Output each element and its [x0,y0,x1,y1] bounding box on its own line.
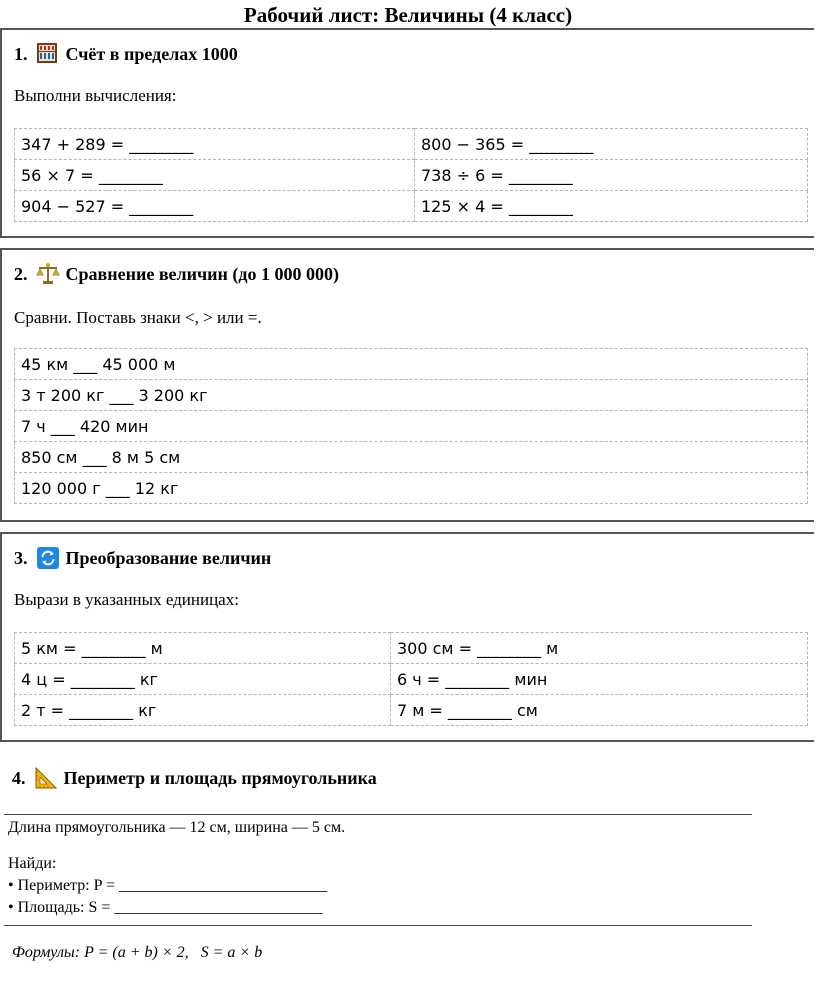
section-number: 4. [12,767,26,788]
exercise-cell: 300 см = ________ м [391,633,808,664]
formula-text: P = (a + b) × 2, S = a × b [80,944,263,961]
exercise-cell: 3 т 200 кг ___ 3 200 кг [15,380,808,411]
section-number: 3. [14,547,28,568]
task-line: Найди: [8,855,57,872]
exercise-cell: 4 ц = ________ кг [15,664,391,695]
page-title: Рабочий лист: Величины (4 класс) [243,3,573,27]
table-row [15,633,808,664]
task-line: Длина прямоугольника — 12 см, ширина — 5 см. [8,819,346,836]
task-line: • Периметр: P = __________________________ [8,877,328,894]
spacer [8,839,748,853]
section-number: 1. [14,43,28,64]
table-row [15,191,808,222]
exercise-cell: 56 × 7 = ________ [15,160,415,191]
table-row [15,380,808,411]
exercise-cell: 125 × 4 = ________ [415,191,808,222]
exercise-table [14,632,808,726]
convert-arrows-icon [36,546,60,570]
exercise-cell: 347 + 289 = ________ [15,129,415,160]
exercise-table [14,348,808,504]
exercise-cell: 45 км ___ 45 000 м [15,349,808,380]
section-instruction: Выполни вычисления: [14,86,177,105]
section-conversion [0,532,814,742]
section-heading [14,262,339,286]
exercise-cell: 6 ч = ________ мин [391,664,808,695]
section-number: 2. [14,263,28,284]
section-instruction: Сравни. Поставь знаки <, > или =. [14,308,262,327]
section-counting [0,28,814,238]
exercise-cell: 850 см ___ 8 м 5 см [15,442,808,473]
section-heading [14,546,271,570]
table-row [15,695,808,726]
section-comparison [0,248,814,522]
exercise-cell: 7 ч ___ 420 мин [15,411,808,442]
abacus-icon [36,42,60,66]
table-row [15,160,808,191]
section-title: Преобразование величин [65,547,272,568]
section-title: Счёт в пределах 1000 [65,43,238,64]
table-row [15,349,808,380]
exercise-cell: 800 − 365 = ________ [415,129,808,160]
task-box [4,814,752,926]
section-instruction: Вырази в указанных единицах: [14,590,239,609]
table-row [15,442,808,473]
table-row [15,473,808,504]
section-heading [12,766,377,790]
table-row [15,411,808,442]
exercise-cell: 2 т = ________ кг [15,695,391,726]
task-line: • Площадь: S = __________________________ [8,899,323,916]
exercise-cell: 904 − 527 = ________ [15,191,415,222]
table-row [15,129,808,160]
exercise-table [14,128,808,222]
formula-label: Формулы: [12,944,81,961]
formula-note [12,944,262,962]
section-heading [14,42,238,66]
section-title: Сравнение величин (до 1 000 000) [65,263,339,284]
exercise-cell: 5 км = ________ м [15,633,391,664]
exercise-cell: 120 000 г ___ 12 кг [15,473,808,504]
triangle-ruler-icon [34,766,58,790]
scales-icon [36,262,60,286]
exercise-cell: 7 м = ________ см [391,695,808,726]
table-row [15,664,808,695]
exercise-cell: 738 ÷ 6 = ________ [415,160,808,191]
section-title: Периметр и площадь прямоугольника [63,767,377,788]
